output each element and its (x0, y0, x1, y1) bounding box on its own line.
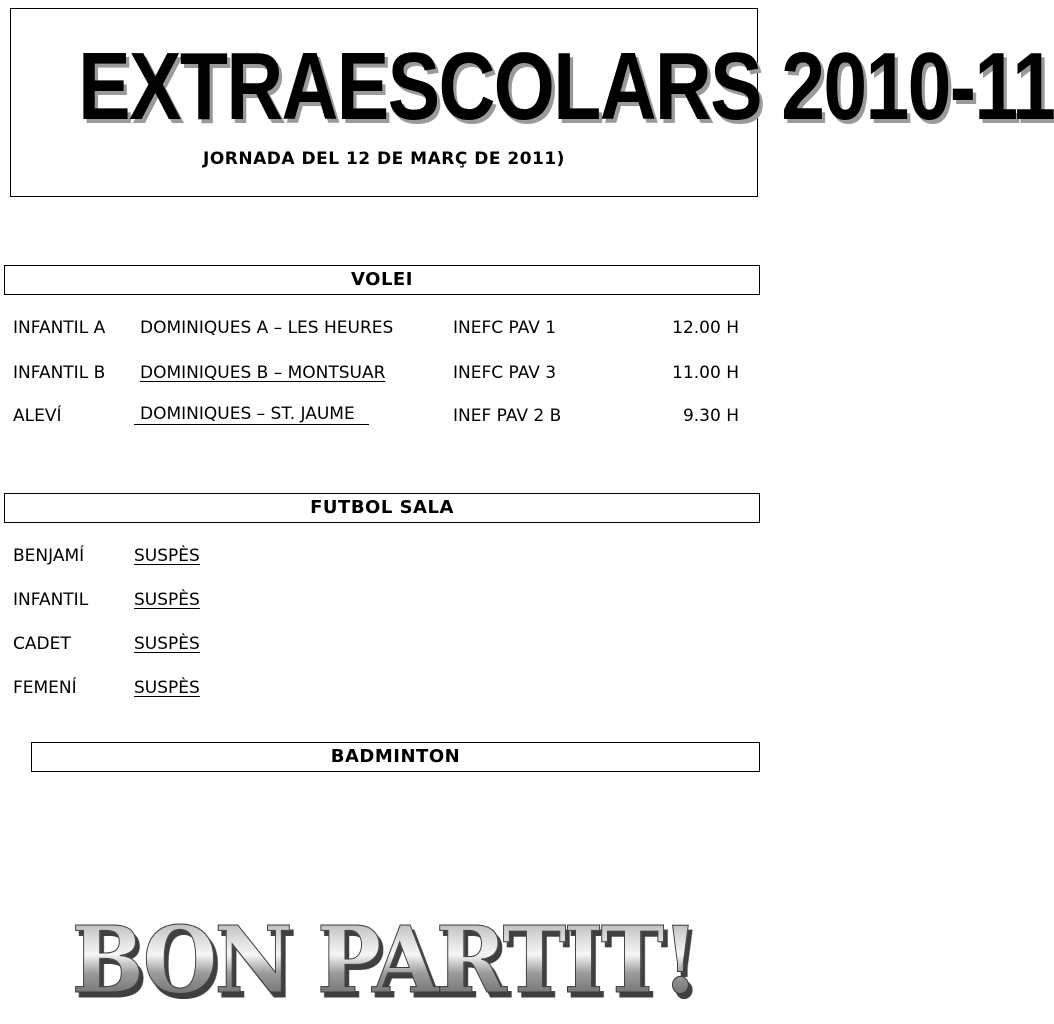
row-category: INFANTIL (13, 590, 89, 610)
row-status: SUSPÈS (134, 546, 200, 566)
table-row (0, 404, 768, 428)
list-item (0, 588, 768, 612)
footer-slogan (27, 905, 741, 1015)
row-category: ALEVÍ (13, 406, 62, 426)
row-category: CADET (13, 634, 71, 654)
row-category: FEMENÍ (13, 678, 77, 698)
footer-slogan-text: BON PARTIT! (71, 906, 697, 1014)
page-title: EXTRAESCOLARS 2010-11 (78, 33, 1054, 140)
row-venue: INEF PAV 2 B (453, 406, 562, 426)
row-time: 9.30 H (682, 406, 739, 426)
row-status: SUSPÈS (134, 590, 200, 610)
section-heading-futbol-sala: FUTBOL SALA (4, 493, 760, 523)
row-time: 12.00 H (672, 318, 739, 338)
row-category: INFANTIL A (13, 318, 106, 338)
table-row (0, 316, 768, 340)
list-item (0, 632, 768, 656)
section-heading-badminton: BADMINTON (31, 742, 760, 772)
list-item (0, 544, 768, 568)
row-status: SUSPÈS (134, 678, 200, 698)
table-row (0, 361, 768, 385)
row-time: 11.00 H (672, 363, 739, 383)
row-status: SUSPÈS (134, 634, 200, 654)
row-match: DOMINIQUES – ST. JAUME (134, 404, 369, 425)
section-heading-volei: VOLEI (4, 265, 760, 295)
list-item (0, 676, 768, 700)
page-subtitle: JORNADA DEL 12 DE MARÇ DE 2011) (203, 149, 565, 169)
row-match: DOMINIQUES A – LES HEURES (140, 318, 394, 338)
row-venue: INEFC PAV 3 (453, 363, 557, 383)
row-category: INFANTIL B (13, 363, 106, 383)
row-match: DOMINIQUES B – MONTSUAR (140, 363, 386, 383)
header-box (10, 8, 1054, 197)
row-venue: INEFC PAV 1 (453, 318, 557, 338)
row-category: BENJAMÍ (13, 546, 85, 566)
